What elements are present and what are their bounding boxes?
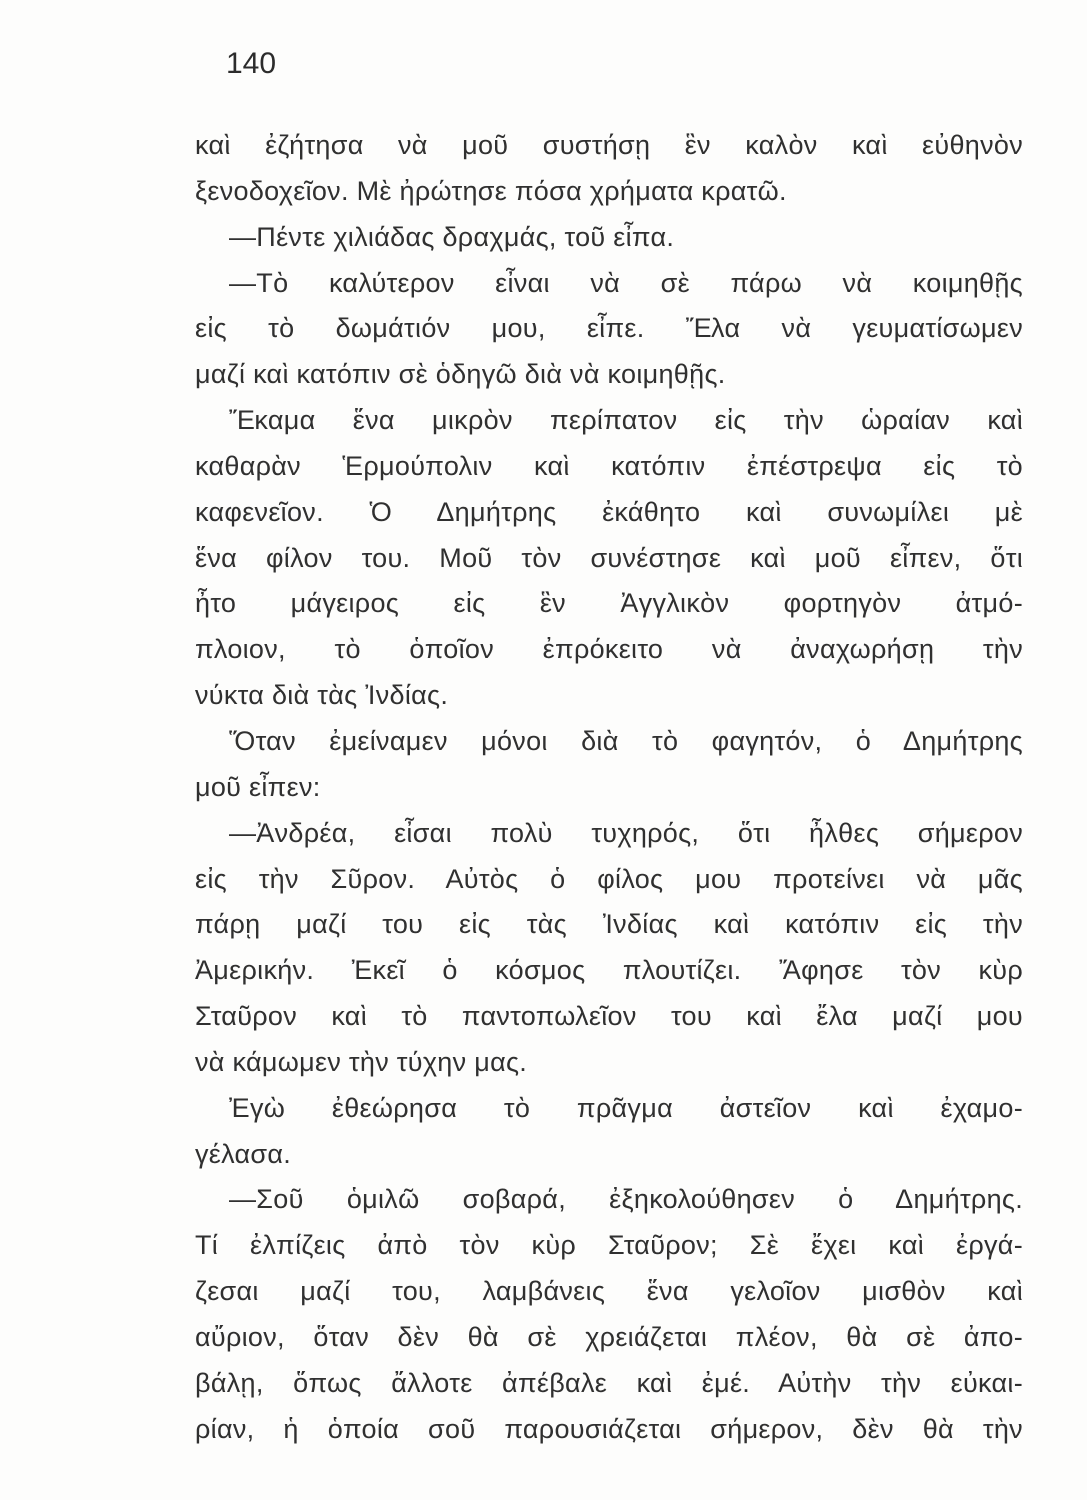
text-line: Ἀμερικήν. Ἐκεῖ ὁ κόσμος πλουτίζει. Ἄφησε τὸν κὺρ bbox=[195, 955, 1023, 986]
text-line: μοῦ εἶπεν: bbox=[195, 771, 321, 802]
text-line: βάλῃ, ὅπως ἄλλοτε ἀπέβαλε καὶ ἐμέ. Αὐτὴν τὴν εὐκαι- bbox=[195, 1367, 1023, 1398]
text-line: Τί ἐλπίζεις ἀπὸ τὸν κὺρ Σταῦρον; Σὲ ἔχει καὶ ἐργά- bbox=[195, 1230, 1023, 1261]
text-line: Ὅταν ἐμείναμεν μόνοι διὰ τὸ φαγητόν, ὁ Δημήτρης bbox=[229, 725, 1023, 756]
text-line: εἰς τὴν Σῦρον. Αὐτὸς ὁ φίλος μου προτείνει νὰ μᾶς bbox=[195, 863, 1023, 894]
text-line: ξενοδοχεῖον. Μὲ ἠρώτησε πόσα χρήματα κρατῶ. bbox=[195, 175, 787, 206]
text-line: γέλασα. bbox=[195, 1138, 292, 1169]
page-number: 140 bbox=[226, 47, 277, 80]
text-line: νύκτα διὰ τὰς Ἰνδίας. bbox=[195, 680, 449, 711]
text-line: —Πέντε χιλιάδας δραχμάς, τοῦ εἶπα. bbox=[229, 221, 675, 252]
text-line: ζεσαι μαζί του, λαμβάνεις ἕνα γελοῖον μισθὸν καὶ bbox=[195, 1276, 1023, 1307]
text-line: μαζί καὶ κατόπιν σὲ ὁδηγῶ διὰ νὰ κοιμηθῇς. bbox=[195, 359, 726, 390]
text-line: νὰ κάμωμεν τὴν τύχην μας. bbox=[195, 1046, 528, 1077]
text-line: Ἔκαμα ἕνα μικρὸν περίπατον εἰς τὴν ὡραίαν καὶ bbox=[229, 405, 1023, 436]
text-line: αὔριον, ὅταν δὲν θὰ σὲ χρειάζεται πλέον, θὰ σὲ ἀπο- bbox=[195, 1321, 1023, 1352]
text-line: εἰς τὸ δωμάτιόν μου, εἶπε. Ἔλα νὰ γευματίσωμεν bbox=[195, 313, 1023, 344]
text-line: καθαρὰν Ἑρμούπολιν καὶ κατόπιν ἐπέστρεψα εἰς τὸ bbox=[195, 450, 1023, 481]
text-line: Σταῦρον καὶ τὸ παντοπωλεῖον του καὶ ἔλα μαζί μου bbox=[195, 1001, 1023, 1032]
text-line: —Τὸ καλύτερον εἶναι νὰ σὲ πάρω νὰ κοιμηθῇς bbox=[229, 267, 1023, 298]
text-line: καφενεῖον. Ὁ Δημήτρης ἐκάθητο καὶ συνωμίλει μὲ bbox=[195, 496, 1023, 527]
text-line: —Σοῦ ὁμιλῶ σοβαρά, ἐξηκολούθησεν ὁ Δημήτρης. bbox=[229, 1184, 1023, 1215]
text-line: πλοιον, τὸ ὁποῖον ἐπρόκειτο νὰ ἀναχωρήσῃ τὴν bbox=[195, 634, 1023, 665]
text-line: Ἐγὼ ἐθεώρησα τὸ πρᾶγμα ἀστεῖον καὶ ἐχαμο- bbox=[229, 1092, 1023, 1123]
body-text bbox=[195, 123, 1023, 1452]
text-line: πάρῃ μαζί του εἰς τὰς Ἰνδίας καὶ κατόπιν εἰς τὴν bbox=[195, 909, 1023, 940]
text-line: —Ἀνδρέα, εἶσαι πολὺ τυχηρός, ὅτι ἦλθες σήμερον bbox=[229, 817, 1023, 848]
text-line: ἦτο μάγειρος εἰς ἓν Ἀγγλικὸν φορτηγὸν ἀτμό- bbox=[195, 588, 1023, 619]
text-line: καὶ ἐζήτησα νὰ μοῦ συστήσῃ ἓν καλὸν καὶ εὐθηνὸν bbox=[195, 130, 1023, 160]
text-line: ρίαν, ἡ ὁποία σοῦ παρουσιάζεται σήμερον, δὲν θὰ τὴν bbox=[195, 1413, 1023, 1444]
text-line: ἕνα φίλον του. Μοῦ τὸν συνέστησε καὶ μοῦ εἶπεν, ὅτι bbox=[195, 542, 1023, 573]
